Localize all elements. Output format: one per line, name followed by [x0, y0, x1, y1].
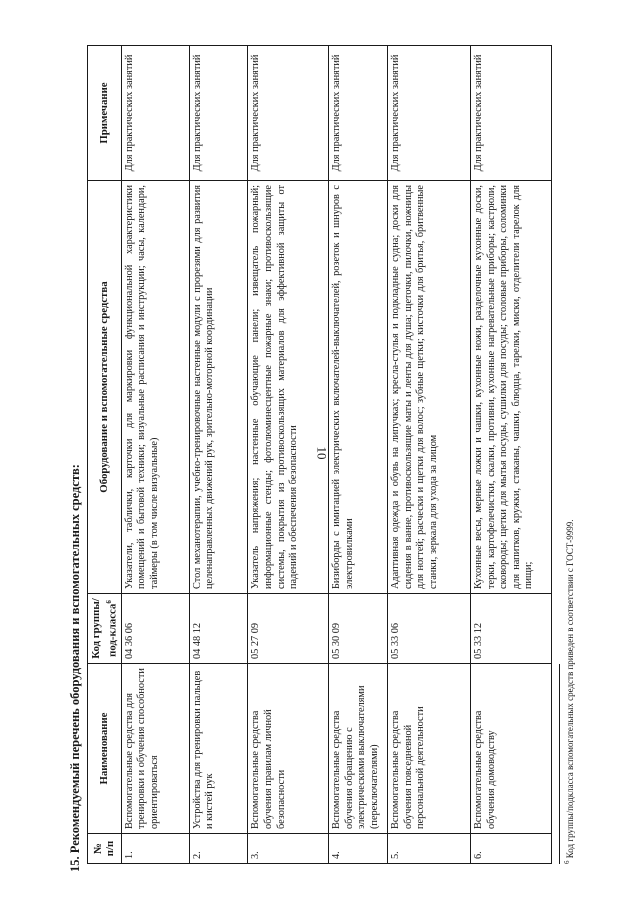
header-name: Наименование: [88, 664, 122, 834]
row-note: Для практических занятий: [471, 46, 552, 181]
row-name: Устройства для тренировки пальцев и кистей рук: [189, 664, 248, 834]
row-note: Для практических занятий: [189, 46, 248, 181]
section-heading: 15. Рекомендуемый перечень оборудования и вспомогательных средств:: [68, 464, 82, 872]
table-row: [329, 46, 388, 864]
header-note: Примечание: [88, 46, 122, 181]
equipment-table: [87, 45, 552, 864]
footnote: [563, 520, 575, 865]
row-num: 4.: [329, 834, 388, 864]
row-name: Вспомогательные средства обучения домоводству: [471, 664, 552, 834]
table-header-row: [88, 46, 122, 864]
rotated-page-content: [23, 22, 623, 882]
row-note: Для практических занятий: [248, 46, 329, 181]
row-note: Для практических занятий: [121, 46, 189, 181]
row-equipment: Стол механотерапии, учебно-тренировочные настенные модули с прорезями для развития целенаправленных движений рук, зрительно-моторной координации: [189, 181, 248, 594]
page-number: 10: [314, 446, 330, 460]
row-equipment: Кухонные весы, мерные ложки и чашки, кухонные ножи, разделочные кухонные доски, терки, картофелечистки, скалки, противни, кухонные нагревательные приборы; кастрюли, сковороды; щетки для мытья посуды, сушилки для посуды; столовые приборы, соломинки для напитков, кружки, стаканы, чашки, блюдца, тарелки, миски, отделители тарелок для пищи;: [471, 181, 552, 594]
table-row: [121, 46, 189, 864]
header-code-footnote: 6: [104, 600, 113, 604]
row-code: 05 30 09: [329, 594, 388, 664]
row-name: Вспомогательные средства обучения повседневной персональной деятельности: [388, 664, 471, 834]
header-code: [88, 594, 122, 664]
row-code: 04 48 12: [189, 594, 248, 664]
row-num: 2.: [189, 834, 248, 864]
row-note: Для практических занятий: [388, 46, 471, 181]
row-equipment: Указатель напряжения; настенные обучающие панели; извещатель пожарный; информационные стенды; фотолюминесцентные пожарные знаки; противоскользящие системы, покрытия из противоскользящих материалов для эффективной защиты от падений и обеспечения безопасности: [248, 181, 329, 594]
footnote-text: Код группы/подкласса вспомогательных средств приведен в соответствии с ГОСТ-9999.: [565, 519, 575, 859]
footnote-marker: 6: [563, 860, 571, 864]
row-code: 05 33 12: [471, 594, 552, 664]
row-equipment: Адаптивная одежда и обувь на липучках; кресла-стулья и подкладные судна; доски для сидения в ванне, противоскользящие маты и ленты для душа; щеточки, пилочки, ножницы для ногтей; расчески и щетки для волос; зубные щетки; кисточки для бритья, бритвенные станки, зеркала для ухода за лицом: [388, 181, 471, 594]
row-equipment: Бизиборды с имитацией электрических включателей-выключателей, розеток и шнуров с электровилками: [329, 181, 388, 594]
table-row: [388, 46, 471, 864]
row-name: Вспомогательные средства обучения правилам личной безопасности: [248, 664, 329, 834]
row-num: 1.: [121, 834, 189, 864]
table-row: [189, 46, 248, 864]
footnote-divider: [559, 664, 560, 864]
header-num: № п/п: [88, 834, 122, 864]
row-equipment: Указатели, таблички, карточки для маркировки функциональной характеристики помещений и бытовой техники; визуальные расписания и инструкции; часы, календари, таймеры (в том числе визуальные): [121, 181, 189, 594]
row-num: 5.: [388, 834, 471, 864]
header-code-text: Код группы/под-класса: [90, 598, 119, 659]
row-num: 3.: [248, 834, 329, 864]
row-num: 6.: [471, 834, 552, 864]
table-row: [471, 46, 552, 864]
row-name: Вспомогательные средства обучения обращению с электрическими выключателями (переключателями): [329, 664, 388, 834]
row-code: 05 27 09: [248, 594, 329, 664]
header-equipment: Оборудование и вспомогательные средства: [88, 181, 122, 594]
row-note: Для практических занятий: [329, 46, 388, 181]
row-name: Вспомогательные средства для тренировки и обучения способности ориентироваться: [121, 664, 189, 834]
table-row: [248, 46, 329, 864]
row-code: 04 36 06: [121, 594, 189, 664]
row-code: 05 33 06: [388, 594, 471, 664]
